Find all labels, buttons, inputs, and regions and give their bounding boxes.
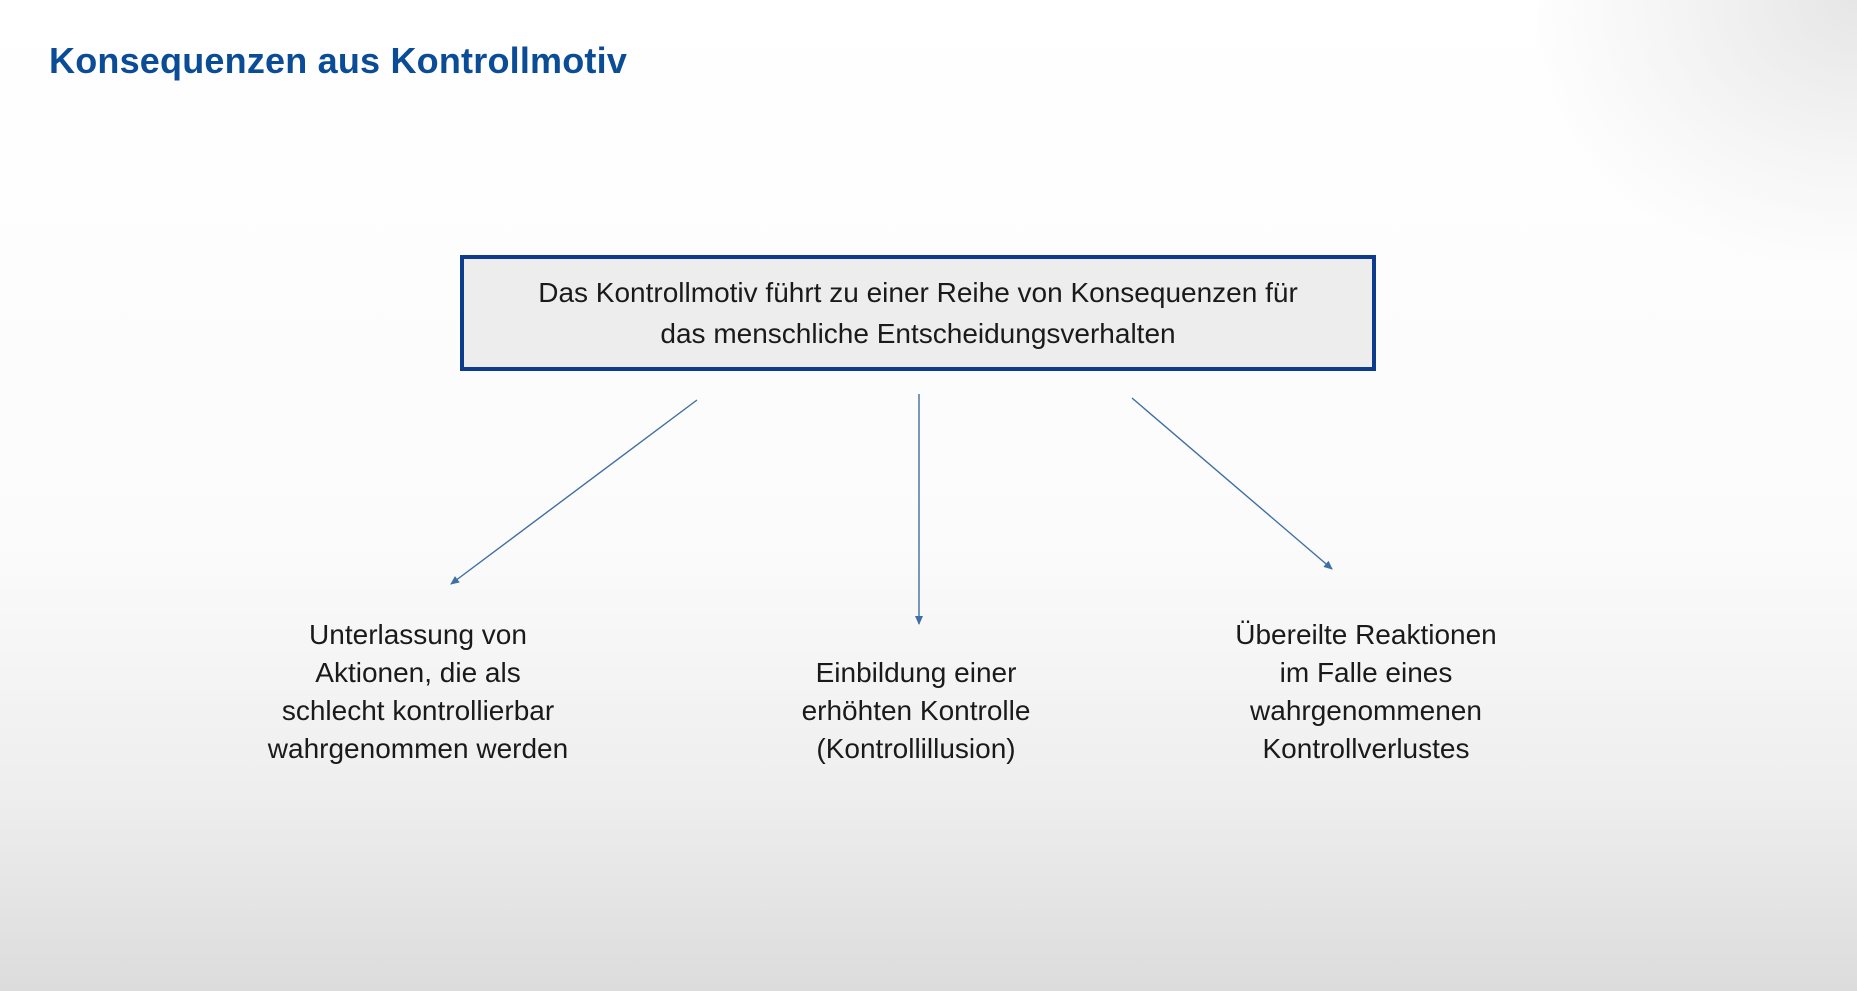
arrow-to-left-consequence: [451, 400, 697, 584]
arrow-to-right-consequence: [1132, 398, 1332, 569]
consequence-hasty-reactions: Übereilte Reaktionen im Falle eines wahrgenommenen Kontrollverlustes: [1235, 619, 1497, 764]
consequence-control-illusion: Einbildung einer erhöhten Kontrolle (Kontrollillusion): [801, 657, 1031, 764]
root-statement-text: Das Kontrollmotiv führt zu einer Reihe von Konsequenzen für das menschliche Entscheidungsverhalten: [538, 277, 1298, 349]
root-statement-box: [460, 255, 1376, 371]
slide-title: Konsequenzen aus Kontrollmotiv: [49, 40, 628, 81]
consequence-avoidance: Unterlassung von Aktionen, die als schlecht kontrollierbar wahrgenommen werden: [267, 619, 569, 764]
